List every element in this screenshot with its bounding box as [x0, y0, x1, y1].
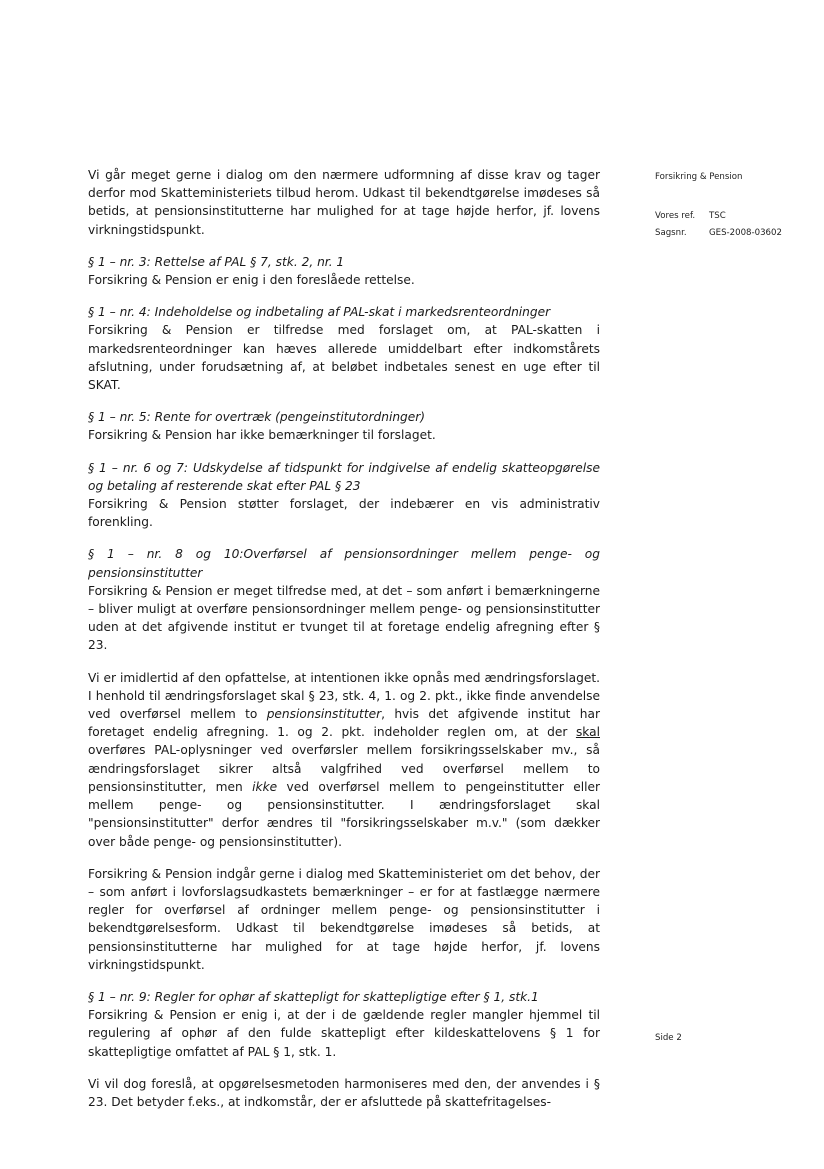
sidebar-organisation: Forsikring & Pension [655, 172, 743, 182]
section-text-nr9: Forsikring & Pension er enig i, at der i de gældende regler mangler hjemmel til regulering af ophør af den fulde skattepligt efter kildeskattelovens § 1 for skattepligtige omfattet af PAL § 1, stk. 1. [88, 1008, 600, 1059]
sagsnr-label: Sagsnr. [655, 228, 687, 238]
letter-body [88, 166, 600, 1125]
section-text-nr4: Forsikring & Pension er tilfredse med forslaget om, at PAL-skatten i markedsrenteordninger kan hæves allerede umiddelbart efter indkomstårets afslutning, under forudsætning af, at beløbet indbetales senest en uge efter til SKAT. [88, 323, 600, 393]
sagsnr-value: GES-2008-03602 [709, 228, 782, 238]
section-text-nr5: Forsikring & Pension har ikke bemærkninger til forslaget. [88, 428, 436, 443]
paragraph-amendment-critique [88, 669, 600, 851]
section-heading-nr6-7: § 1 – nr. 6 og 7: Udskydelse af tidspunkt for indgivelse af endelig skatteopgørelse og betaling af resterende skat efter PAL § 23 [88, 460, 600, 493]
underline-skal: skal [575, 725, 600, 740]
section-heading-nr8-10: § 1 – nr. 8 og 10:Overførsel af pensionsordninger mellem penge- og pensionsinstitutter [88, 547, 600, 580]
section-heading-nr3: § 1 – nr. 3: Rettelse af PAL § 7, stk. 2, nr. 1 [88, 254, 345, 269]
section-heading-nr4: § 1 – nr. 4: Indeholdelse og indbetaling af PAL-skat i markedsrenteordninger [88, 305, 551, 320]
sidebar-references [655, 208, 782, 242]
sagsnr-row [655, 225, 782, 242]
vores-ref-row [655, 208, 782, 225]
text-run: overføres PAL-oplysninger ved overførsler mellem forsikringsselskaber mv., så ændringsforslaget sikrer altså valgfrihed ved overførsel mellem to pensionsinstitutter, men [88, 743, 600, 794]
paragraph-harmonise: Vi vil dog foreslå, at opgørelsesmetoden harmoniseres med den, der anvendes i § 23. Det betyder f.eks., at indkomstår, der er afsluttede på skattefritagelses- [88, 1076, 600, 1109]
section-text-nr6-7: Forsikring & Pension støtter forslaget, der indebærer en vis administrativ forenkling. [88, 497, 600, 530]
text-run: Vi er imidlertid af den opfattelse, at intentionen ikke opnås med ændringsforslaget. I henhold til ændringsforslaget skal § 23, stk. 4, 1. og 2. pkt., ikke finde anvendelse ved overførsel mellem to [88, 670, 600, 722]
text-run: ved overførsel mellem to pengeinstitutter eller mellem penge- og pensionsinstitutter. I ændringsforslaget skal "pensionsinstitutter" derfor ændres til "forsikringsselskaber m.v." (som dækker over både penge- og pensionsinstitutter). [88, 779, 600, 849]
vores-ref-value: TSC [709, 211, 726, 221]
section-heading-nr9: § 1 – nr. 9: Regler for ophør af skattepligt for skattepligtige efter § 1, stk.1 [88, 989, 539, 1004]
emphasis-pensionsinstitutter: pensionsinstitutter [266, 707, 382, 722]
section-text-nr8-10: Forsikring & Pension er meget tilfredse med, at det – som anført i bemærkningerne – bliver muligt at overføre pensionsordninger mellem penge- og pensionsinstitutter uden at det afgivende institut er tvunget til at foretage endelig afregning efter § 23. [88, 583, 600, 653]
paragraph-dialog: Forsikring & Pension indgår gerne i dialog med Skatteministeriet om det behov, der – som anført i lovforslagsudkastets bemærkninger – er for at fastlægge nærmere regler for overførsel af ordninger mellem penge- og pensionsinstitutter i bekendtgørelsesform. Udkast til bekendtgørelse imødeses så betids, at pensionsinstitutterne har mulighed for at tage højde herfor, jf. lovens virkningstidspunkt. [88, 866, 600, 972]
emphasis-ikke: ikke [252, 779, 278, 794]
text-run: , hvis det afgivende institut har foretaget endelig afregning. 1. og 2. pkt. indeholder reglen om, at der [88, 707, 600, 740]
page-number: Side 2 [655, 1033, 682, 1043]
section-text-nr3: Forsikring & Pension er enig i den foreslåede rettelse. [88, 273, 415, 288]
section-heading-nr5: § 1 – nr. 5: Rente for overtræk (pengeinstitutordninger) [88, 410, 426, 425]
vores-ref-label: Vores ref. [655, 211, 696, 221]
intro-paragraph: Vi går meget gerne i dialog om den nærmere udformning af disse krav og tager derfor mod Skatteministeriets tilbud herom. Udkast til bekendtgørelse imødeses så betids, at pensionsinstitutterne har mulighed for at tage højde herfor, jf. lovens virkningstidspunkt. [88, 168, 600, 237]
